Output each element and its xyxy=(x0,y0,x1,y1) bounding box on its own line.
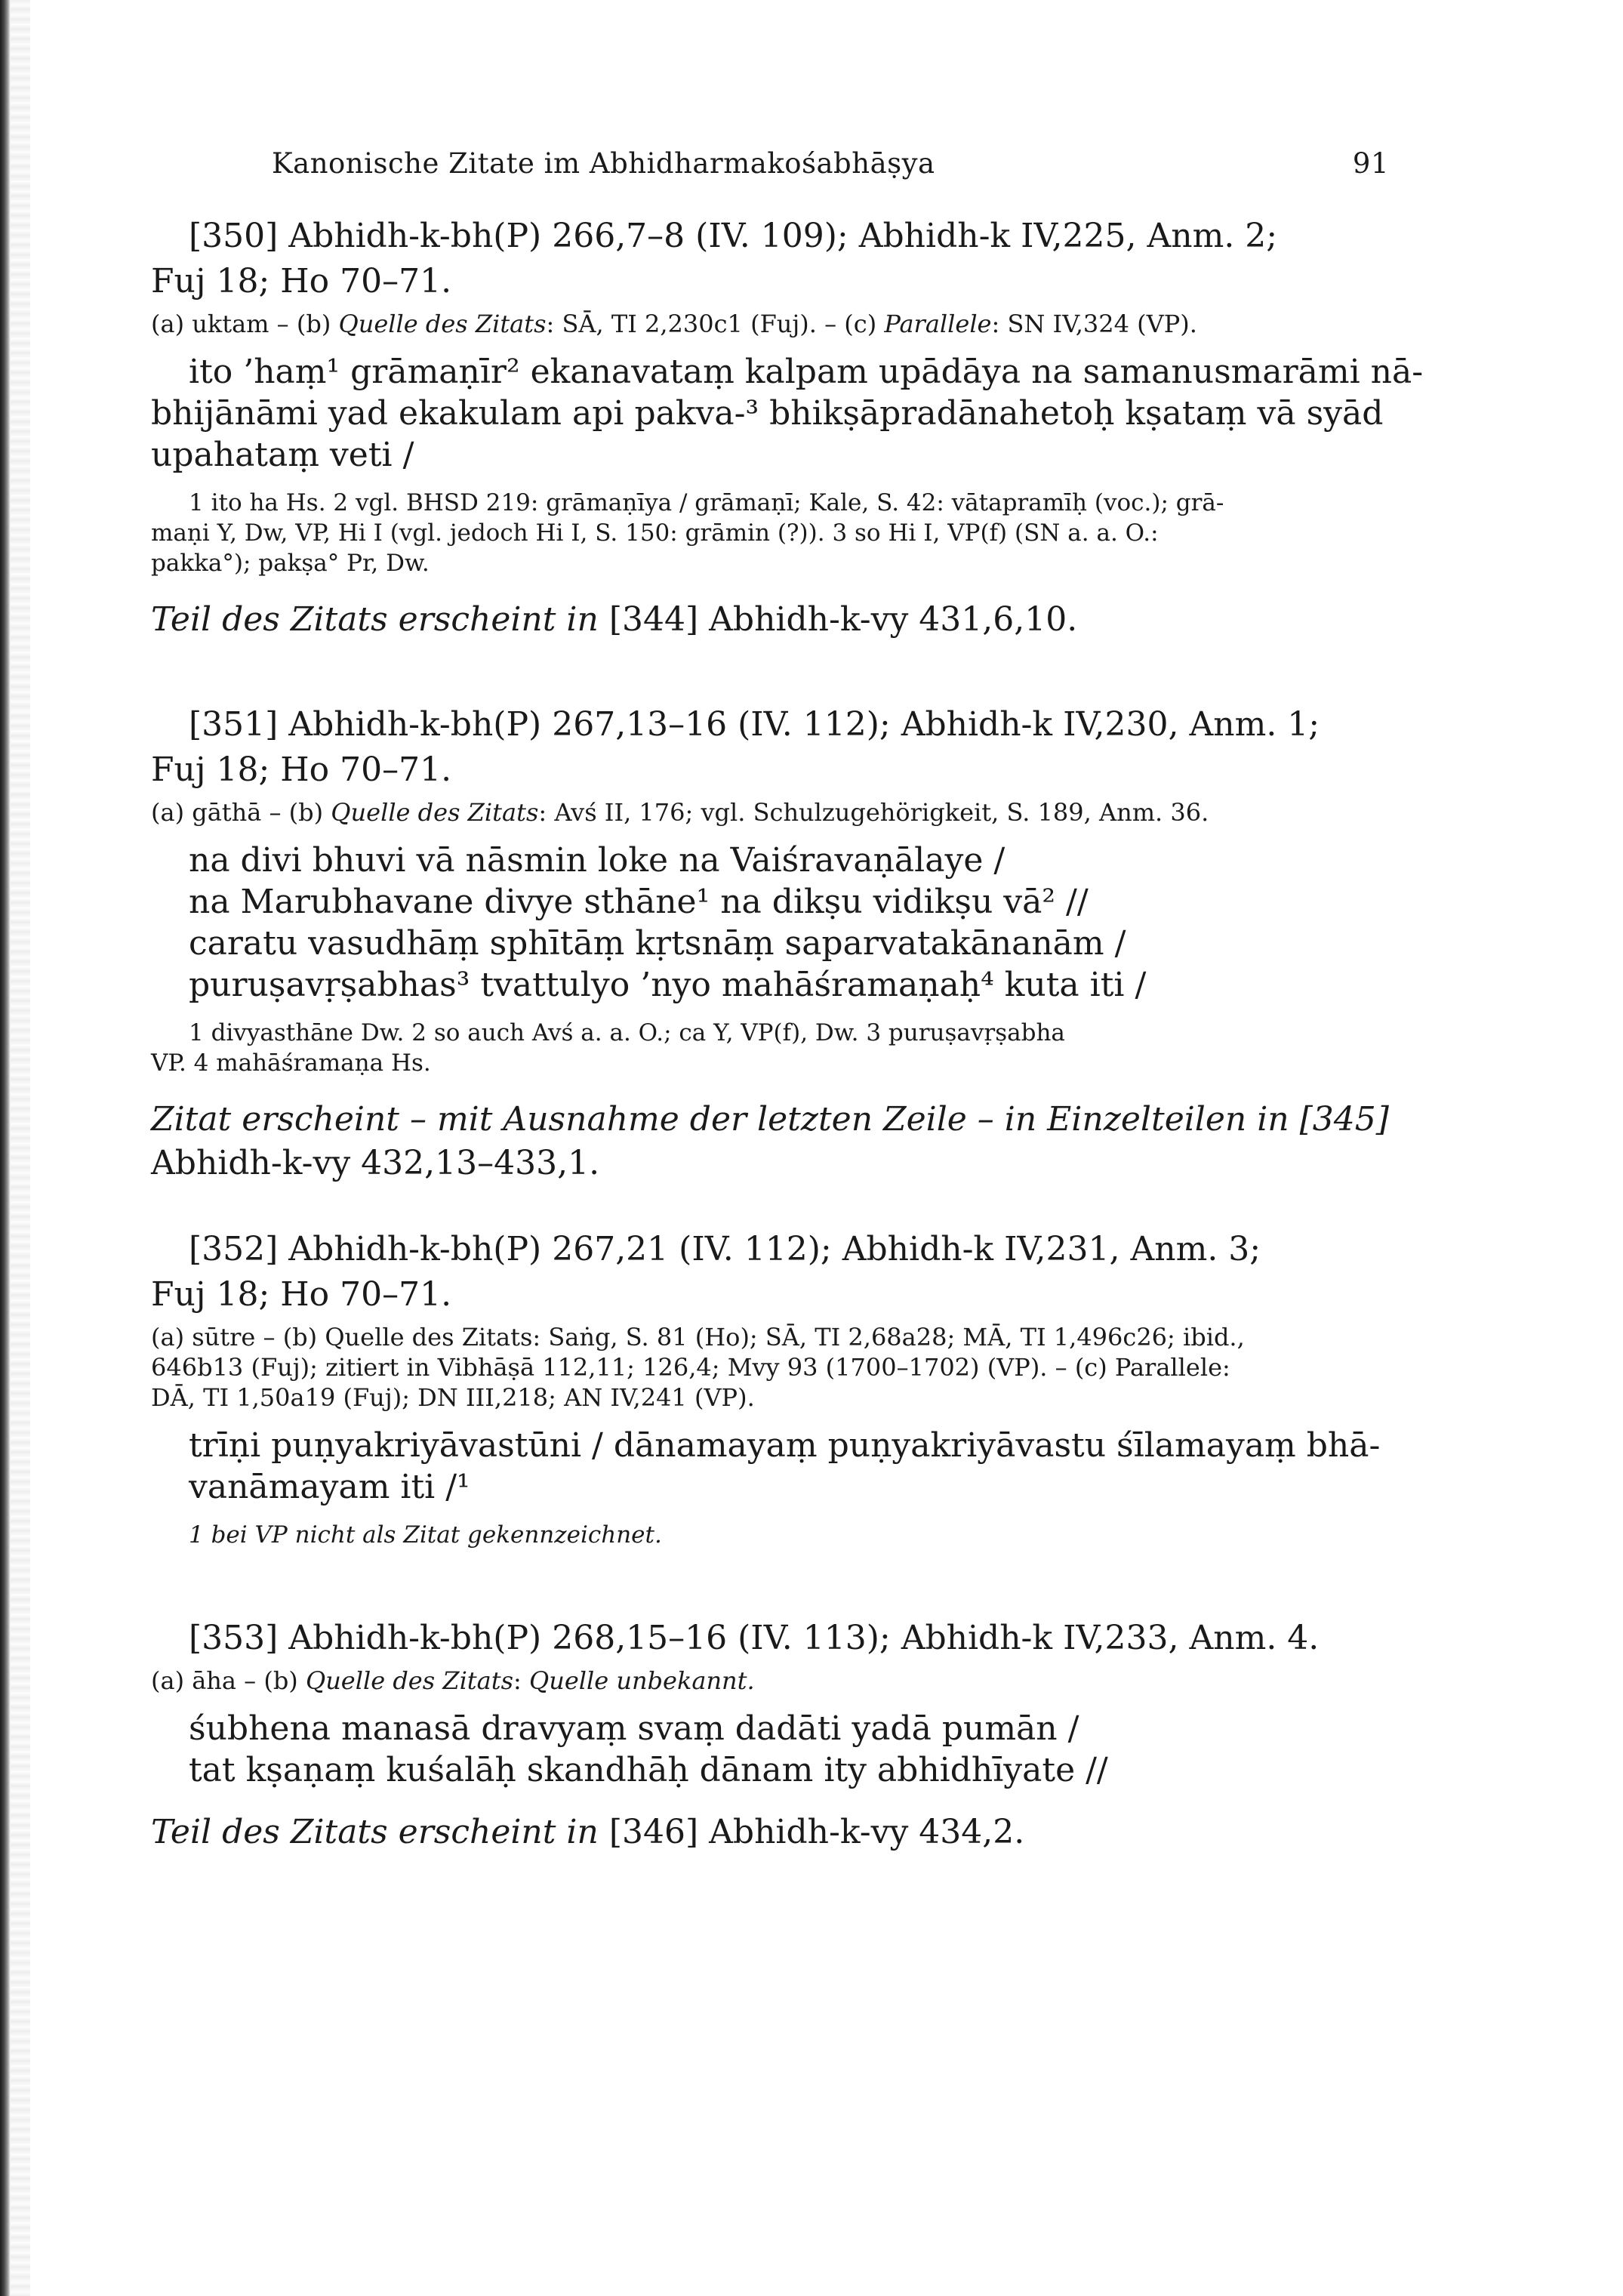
verse-text: na divi bhuvi vā nāsmin loke na Vaiśravaṇālaye / na Marubhavane divye sthāne¹ na dikṣu vidikṣu vā² // caratu vasudhāṃ sphītāṃ kṛtsnāṃ saparvatakānanām / puruṣavṛṣabhas³ tvattulyo ’nyo mahāśramaṇaḥ⁴ kuta iti / xyxy=(189,841,1147,1004)
page-spine-shadow xyxy=(0,0,11,2296)
page-spine-texture xyxy=(11,0,30,2296)
quote-text: trīṇi puṇyakriyāvastūni / dānamayaṃ puṇyakriyāvastu śīlamayaṃ bhā- vanāmayam iti /¹ xyxy=(189,1426,1381,1506)
entry-source: (a) uktam – (b) Quelle des Zitats: SĀ, TI 2,230c1 (Fuj). – (c) Parallele: SN IV,324 (VP). xyxy=(151,310,1197,338)
cross-reference-remark: Teil des Zitats erscheint in [344] Abhidh-k-vy 431,6,10. xyxy=(151,600,1078,639)
running-title: Kanonische Zitate im Abhidharmakośabhāṣya xyxy=(272,147,935,180)
entry-353 xyxy=(151,1616,1389,1854)
footnotes: 1 bei VP nicht als Zitat gekennzeichnet. xyxy=(189,1521,662,1549)
entry-source: (a) āha – (b) Quelle des Zitats: Quelle unbekannt. xyxy=(151,1666,755,1695)
entry-352 xyxy=(151,1227,1389,1550)
cross-reference-remark: Zitat erscheint – mit Ausnahme der letzten Zeile – in Einzelteilen in [345] Abhidh-k-vy 432,13–433,1. xyxy=(151,1100,1389,1182)
verse-text: śubhena manasā dravyaṃ svaṃ dadāti yadā pumān / tat kṣaṇaṃ kuśalāḥ skandhāḥ dānam ity abhidhīyate // xyxy=(189,1709,1108,1789)
entry-heading: [350] Abhidh-k-bh(P) 266,7–8 (IV. 109); Abhidh-k IV,225, Anm. 2; Fuj 18; Ho 70–71. xyxy=(151,217,1278,300)
running-header xyxy=(272,147,1389,180)
entry-source: (a) sūtre – (b) Quelle des Zitats: Saṅg, S. 81 (Ho); SĀ, TI 2,68a28; MĀ, TI 1,496c26; ibid., 646b13 (Fuj); zitiert in Vibhāṣā 112,11; 126,4; Mvy 93 (1700–1702) (VP). – (c) Parallele: DĀ, TI 1,50a19 (Fuj); DN III,218; AN IV,241 (VP). xyxy=(151,1323,1245,1412)
entry-source: (a) gāthā – (b) Quelle des Zitats: Avś II, 176; vgl. Schulzugehörigkeit, S. 189, Anm. 36. xyxy=(151,798,1209,827)
entry-heading: [351] Abhidh-k-bh(P) 267,13–16 (IV. 112); Abhidh-k IV,230, Anm. 1; Fuj 18; Ho 70–71. xyxy=(151,705,1320,789)
entry-351 xyxy=(151,702,1389,1185)
quote-text: ito ’haṃ¹ grāmaṇīr² ekanavataṃ kalpam upādāya na samanusmarāmi nā- bhijānāmi yad ekakulam api pakva-³ bhikṣāpradānahetoḥ kṣataṃ vā syād upahataṃ veti / xyxy=(151,353,1424,474)
entry-heading: [352] Abhidh-k-bh(P) 267,21 (IV. 112); Abhidh-k IV,231, Anm. 3; Fuj 18; Ho 70–71. xyxy=(151,1230,1261,1314)
footnotes: 1 divyasthāne Dw. 2 so auch Avś a. a. O.; ca Y, VP(f), Dw. 3 puruṣavṛṣabha VP. 4 mahāśramaṇa Hs. xyxy=(151,1019,1065,1077)
entry-heading: [353] Abhidh-k-bh(P) 268,15–16 (IV. 113); Abhidh-k IV,233, Anm. 4. xyxy=(189,1619,1320,1657)
cross-reference-remark: Teil des Zitats erscheint in [346] Abhidh-k-vy 434,2. xyxy=(151,1813,1025,1851)
entry-350 xyxy=(151,214,1424,642)
footnotes: 1 ito ha Hs. 2 vgl. BHSD 219: grāmaṇīya / grāmaṇī; Kale, S. 42: vātapramīḥ (voc.); grā- maṇi Y, Dw, VP, Hi I (vgl. jedoch Hi I, S. 150: grāmin (?)). 3 so Hi I, VP(f) (SN a. a. O.: pakka°); pakṣa° Pr, Dw. xyxy=(151,489,1224,577)
page-number: 91 xyxy=(1352,147,1389,180)
